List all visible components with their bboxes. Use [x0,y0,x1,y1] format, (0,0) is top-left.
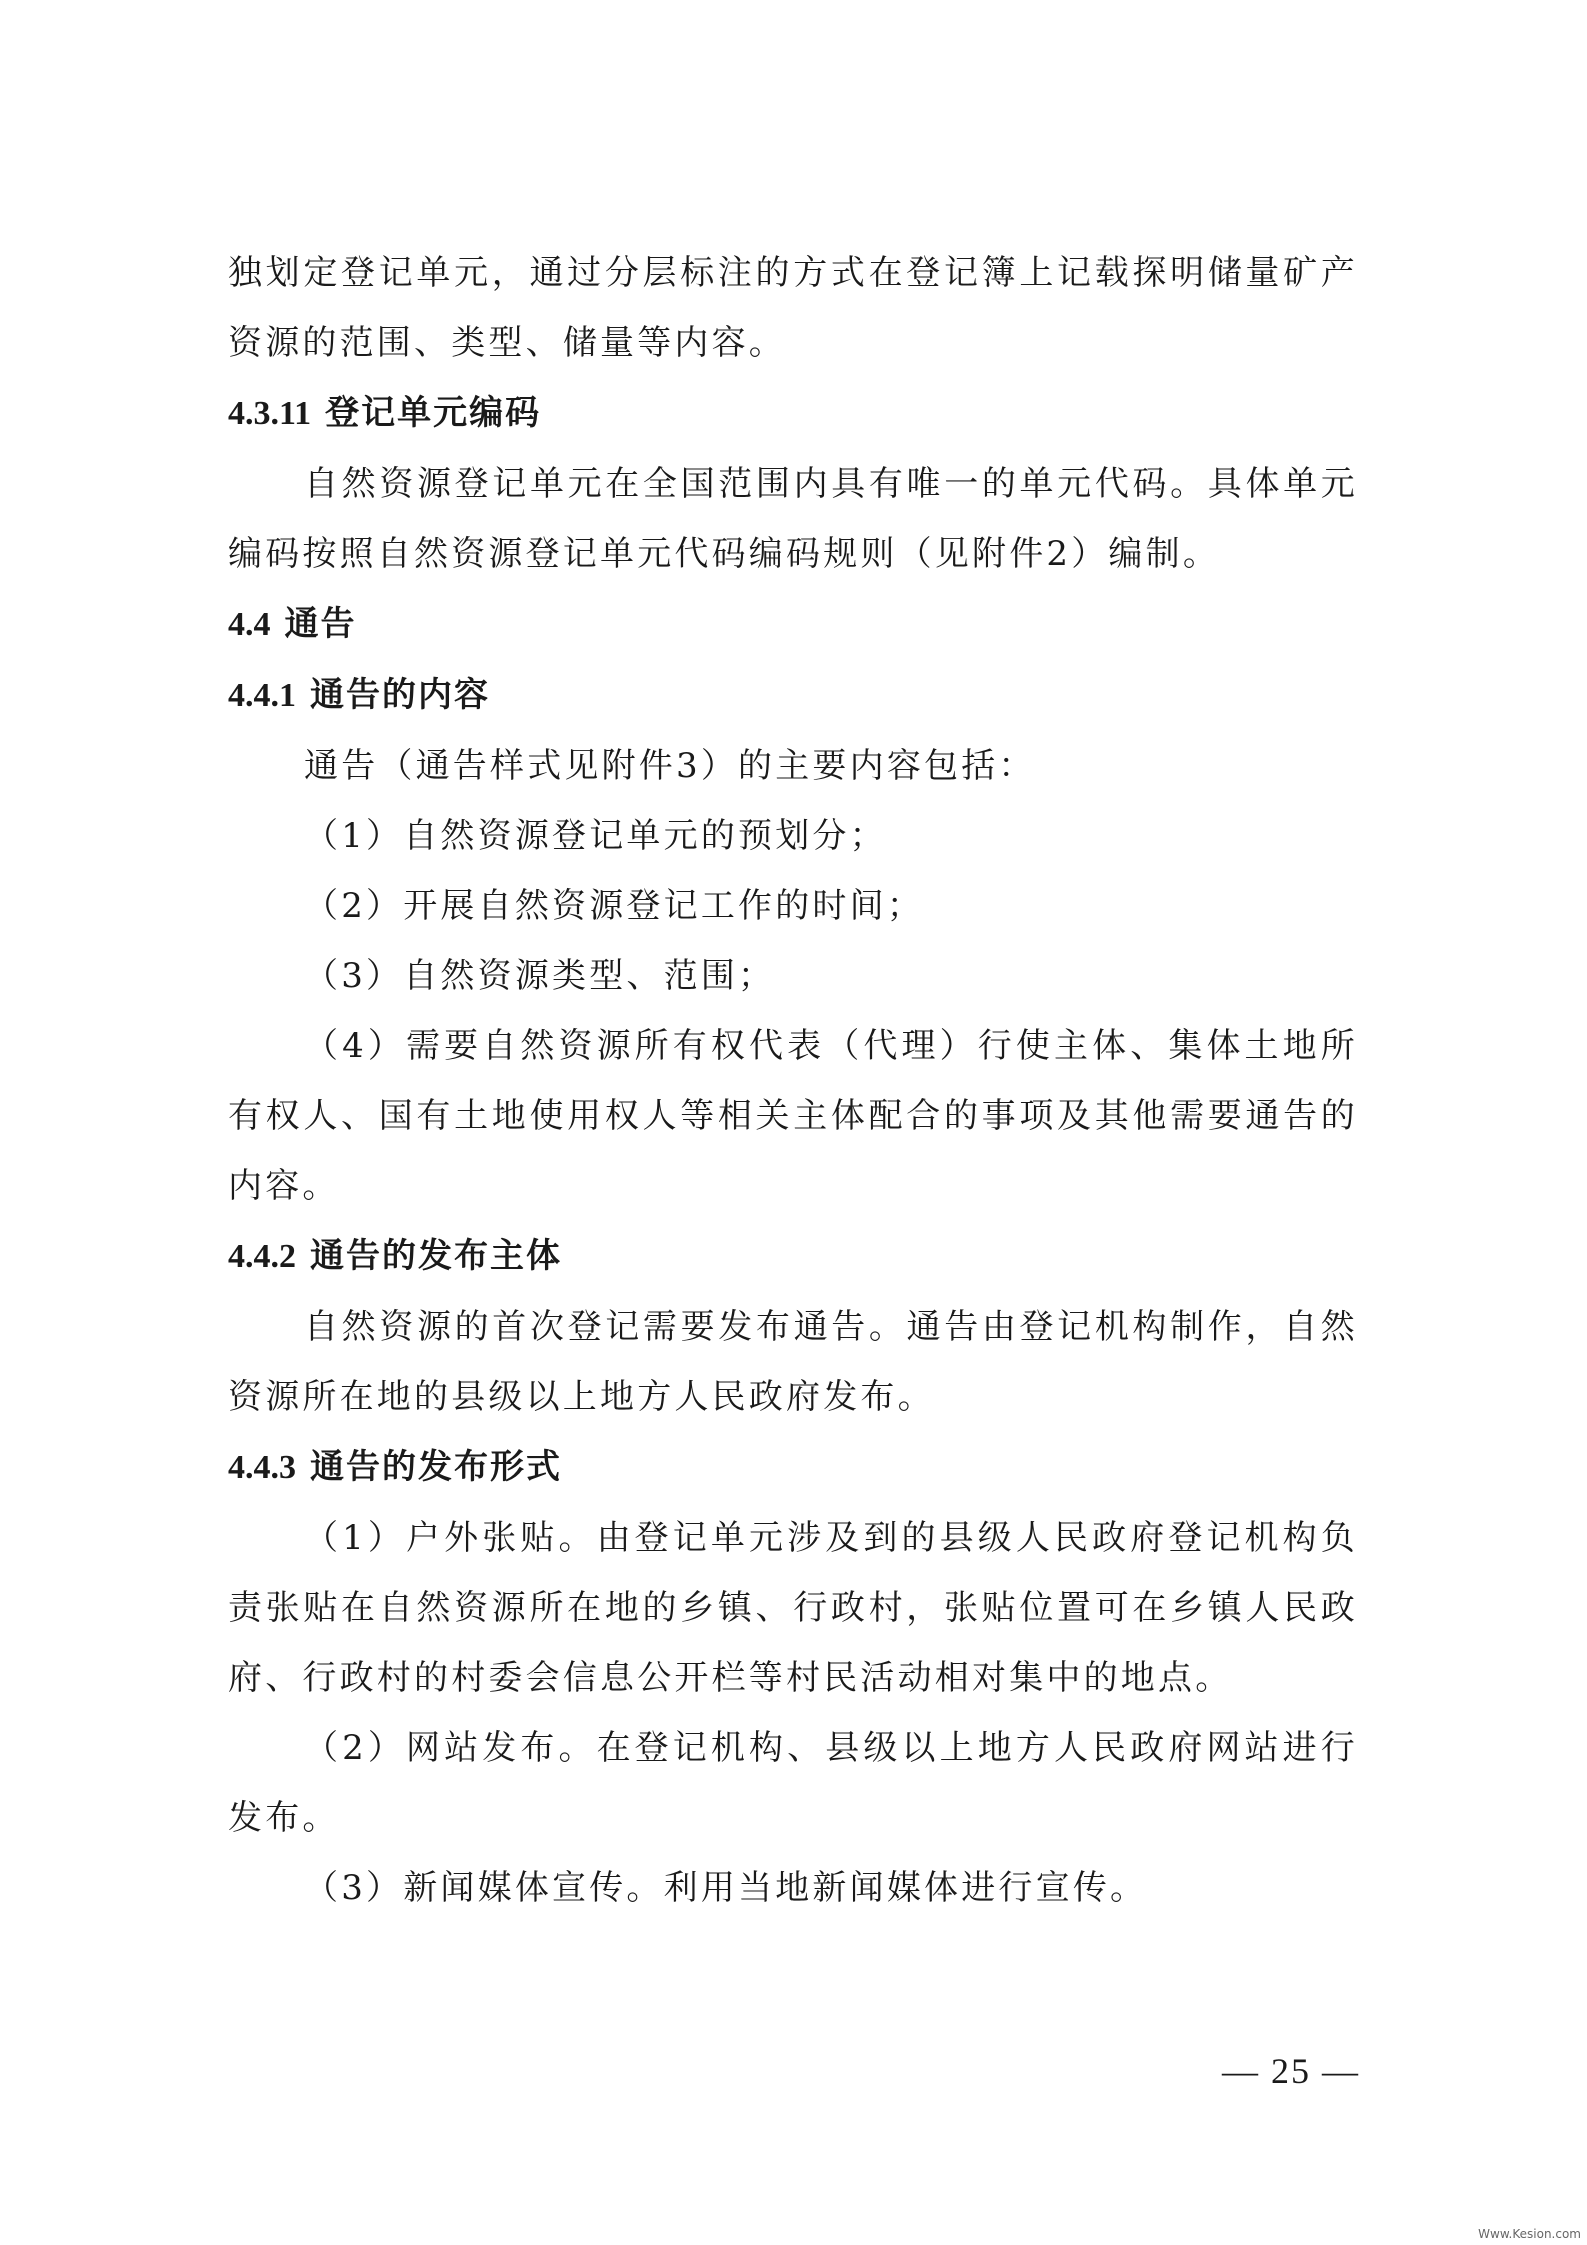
list-item-2: （2）开展自然资源登记工作的时间； [304,886,925,926]
paragraph-form-3: （3）新闻媒体宣传。利用当地新闻媒体进行宣传。 [304,1868,1148,1908]
list-item-4: （4）需要自然资源所有权代表（代理）行使主体、集体土地所有权人、国有土地使用权人等相关主体配合的事项及其他需要通告的内容。 [228,1026,1358,1206]
section-title: 通告的发布形式 [310,1447,562,1487]
section-heading-4-4-3 [228,1432,1358,1503]
list-item-3: （3）自然资源类型、范围； [304,956,776,996]
section-heading-4-4 [228,589,1358,660]
section-number: 4.4.3 [228,1449,296,1486]
section-heading-4-3-11 [228,378,1358,449]
section-heading-4-4-1 [228,660,1358,731]
watermark: Www.Kesion.com [1478,2227,1581,2241]
paragraph-notice-contents-intro: 通告（通告样式见附件3）的主要内容包括： [304,746,1036,786]
paragraph-unit-code: 自然资源登记单元在全国范围内具有唯一的单元代码。具体单元编码按照自然资源登记单元代码编码规则（见附件2）编制。 [228,464,1358,574]
section-number: 4.3.11 [228,395,312,432]
paragraph-form-1: （1）户外张贴。由登记单元涉及到的县级人民政府登记机构负责张贴在自然资源所在地的乡镇、行政村，张贴位置可在乡镇人民政府、行政村的村委会信息公开栏等村民活动相对集中的地点。 [228,1518,1358,1698]
section-title: 通告的发布主体 [310,1236,562,1276]
paragraph-form-2: （2）网站发布。在登记机构、县级以上地方人民政府网站进行发布。 [228,1728,1358,1838]
section-number: 4.4.2 [228,1238,296,1275]
section-title: 通告 [284,604,357,644]
section-number: 4.4 [228,606,271,643]
section-heading-4-4-2 [228,1221,1358,1292]
page-number: — 25 — [1222,2051,1360,2091]
list-item-1: （1）自然资源登记单元的预划分； [304,816,887,856]
section-title: 登记单元编码 [325,393,542,433]
section-number: 4.4.1 [228,677,296,714]
section-title: 通告的内容 [310,675,490,715]
paragraph-continuation: 独划定登记单元，通过分层标注的方式在登记簿上记载探明储量矿产资源的范围、类型、储量等内容。 [228,253,1358,363]
document-body [228,238,1358,1923]
paragraph-publisher: 自然资源的首次登记需要发布通告。通告由登记机构制作，自然资源所在地的县级以上地方人民政府发布。 [228,1307,1358,1417]
